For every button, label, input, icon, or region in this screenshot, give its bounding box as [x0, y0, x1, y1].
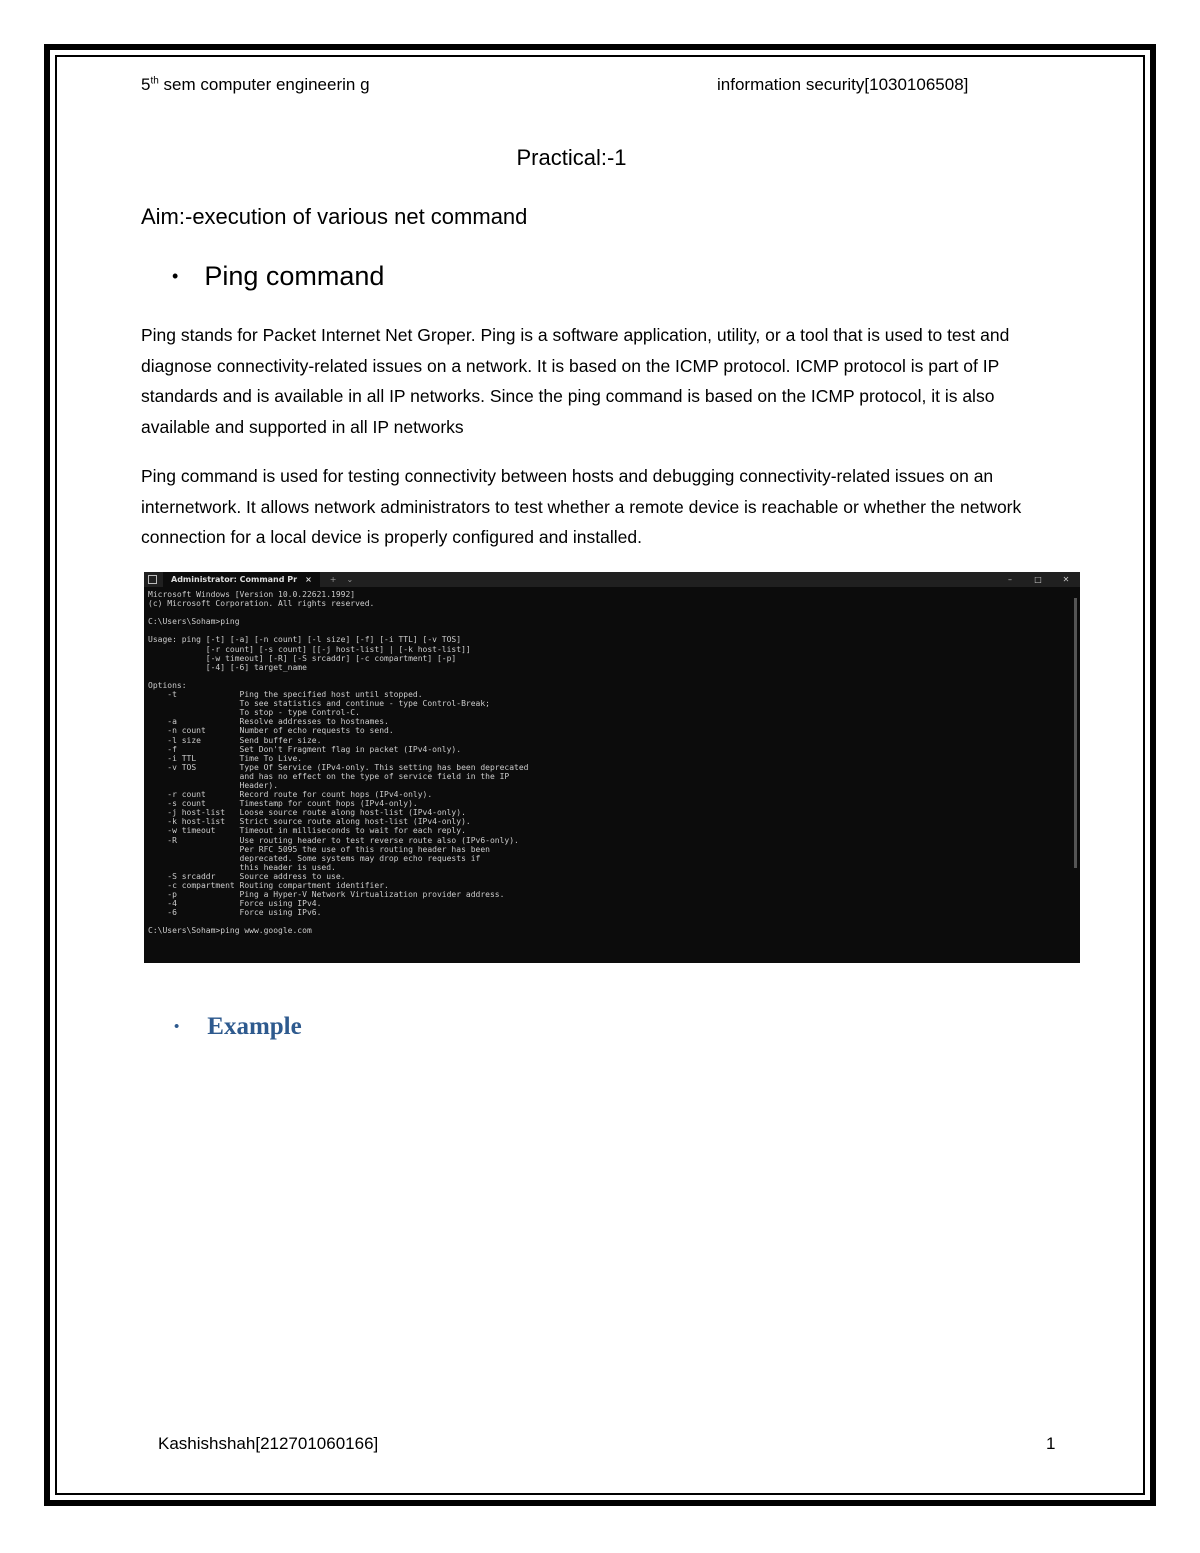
maximize-icon[interactable]: □	[1034, 575, 1042, 584]
header-left	[141, 75, 370, 95]
terminal-output: Microsoft Windows [Version 10.0.22621.1992] (c) Microsoft Corporation. All rights reserved. C:\Users\Soham>ping Usage: ping [-t] [-a] [-n count] [-l size] [-f] [-i TTL] [-v TOS] [-r count] [-s count] [[-j host-list] | [-k host-list]] [-w timeout] [-R] [-S srcaddr] [-c compartment] [-p] [-4] [-6] target_name Options: -t Ping the specified host until stopped. To see statistics and continue - type Control-Break; To stop - type Control-C. -a Resolve addresses to hostnames. -n count Number of echo requests to send. -l size Send buffer size. -f Set Don't Fragment flag in packet (IPv4-only). -i TTL Time To Live. -v TOS Type Of Service (IPv4-only. This setting has been deprecated and has no effect on the type of service field in the IP Header). -r count Record route for count hops (IPv4-only). -s count Timestamp for count hops (IPv4-only). -j host-list Loose source route along host-list (IPv4-only). -k host-list Strict source route along host-list (IPv4-only). -w timeout Timeout in milliseconds to wait for each reply. -R Use routing header to test reverse route also (IPv6-only). Per RFC 5095 the use of this routing header has been deprecated. Some systems may drop echo requests if this header is used. -S srcaddr Source address to use. -c compartment Routing compartment identifier. -p Ping a Hyper-V Network Virtualization provider address. -4 Force using IPv4. -6 Force using IPv6. C:\Users\Soham>ping www.google.com	[148, 590, 529, 936]
header-right: information security[1030106508]	[717, 75, 969, 94]
section-heading-text: Ping command	[204, 261, 385, 291]
page-number: 1	[1046, 1434, 1056, 1453]
window-controls	[996, 575, 1080, 584]
footer-author: Kashishshah[212701060166]	[158, 1434, 379, 1453]
section-heading	[172, 261, 384, 292]
header-left-prefix: 5	[141, 75, 151, 94]
header-left-rest: sem computer engineerin g	[158, 75, 370, 94]
terminal-tab[interactable]	[163, 572, 320, 587]
terminal-app-icon	[148, 575, 157, 584]
minimize-icon[interactable]: –	[1008, 575, 1012, 584]
paragraph-2: Ping command is used for testing connectivity between hosts and debugging connectivity-related issues on an internetwork. It allows network administrators to test whether a remote device is reachable or whether the network connection for a local device is properly configured and installed.	[141, 466, 1022, 547]
aim-heading: Aim:-execution of various net command	[141, 204, 528, 229]
example-heading	[174, 1013, 302, 1041]
bullet-icon: •	[172, 266, 179, 286]
close-icon[interactable]: ✕	[1062, 575, 1070, 584]
tab-close-icon[interactable]: ×	[305, 575, 312, 584]
bullet-icon: •	[174, 1018, 180, 1035]
page-title: Practical:-1	[516, 145, 627, 170]
terminal-screenshot	[144, 572, 1080, 963]
example-heading-text: Example	[207, 1013, 302, 1040]
paragraph-1: Ping stands for Packet Internet Net Groper. Ping is a software application, utility, or a tool that is used to test and diagnose connectivity-related issues on a network. It is based on the ICMP protocol. ICMP protocol is part of IP standards and is available in all IP networks. Since the ping command is based on the ICMP protocol, it is also available and supported in all IP networks	[141, 325, 1010, 437]
new-tab-icon[interactable]: +	[329, 575, 337, 584]
terminal-titlebar	[144, 572, 1080, 587]
header-left-sup: th	[150, 75, 159, 87]
terminal-scrollbar[interactable]	[1074, 598, 1077, 868]
tab-dropdown-icon[interactable]: ⌄	[346, 575, 354, 584]
terminal-tab-title: Administrator: Command Pr	[171, 575, 298, 584]
